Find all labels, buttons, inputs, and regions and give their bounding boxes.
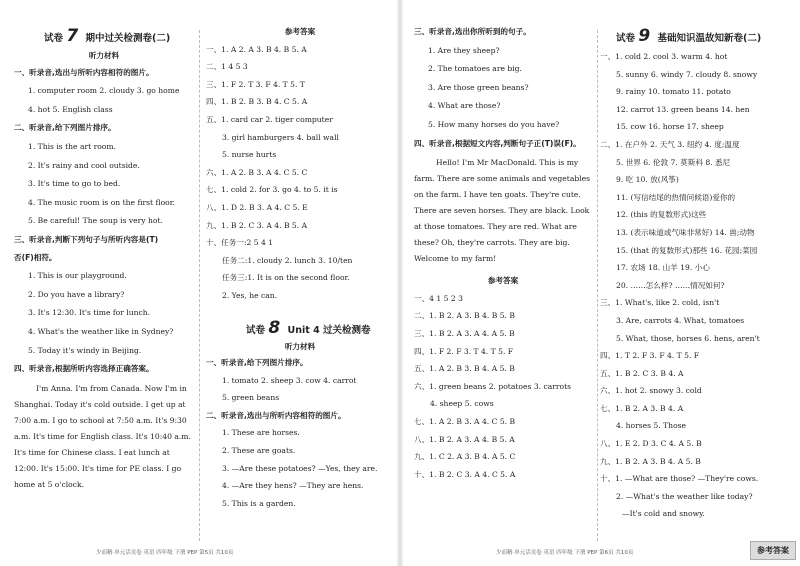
text-line: 2. Do you have a library?: [28, 289, 125, 299]
answer-line: 三、1. What's, like 2. cold, isn't: [600, 298, 720, 308]
answer-line: 三、1. F 2. T 3. F 4. T 5. T: [206, 79, 305, 89]
answer-line: 任务二:1. cloudy 2. lunch 3. 10/ten: [222, 255, 353, 265]
question-heading: 四、听录音,根据所听内容选择正确答案。: [14, 364, 154, 374]
title-prefix: 试卷: [44, 33, 64, 44]
title-text: 基础知识温故知新卷(二): [657, 33, 762, 44]
listening-passage: Hello! I'm Mr MacDonald. This is my farm. There are some animals and vegetables on the farm. I have ten goats. They're cute. There are seven horses. They are black. Look at those tomatoes. They are red. What are these? Oh, they're carrots. They are big. Welcome to my farm!: [414, 158, 591, 264]
book-spine: [397, 0, 403, 566]
text-line: 3. It's 12:30. It's time for lunch.: [28, 308, 151, 318]
answer-line: 六、1. A 2. B 3. A 4. C 5. C: [206, 167, 308, 177]
title-number: 9: [638, 26, 651, 46]
answer-line: 八、1. D 2. B 3. A 4. C 5. E: [206, 202, 308, 212]
question-heading: 三、听录音,判断下列句子与所听内容是(T): [14, 234, 159, 244]
answer-line: 二、1. 在户外 2. 天气 3. 纽约 4. 度;温度: [600, 139, 740, 149]
text-line: 2. The tomatoes are big.: [428, 64, 522, 74]
answer-line: 任务三:1. It is on the second floor.: [222, 273, 350, 283]
question-heading: 二、听录音,选出与所听内容相符的图片。: [206, 410, 346, 420]
answer-line: 11. (写信结尾的热情问候语)爱你的: [616, 192, 736, 202]
answer-line: 一、1. A 2. A 3. B 4. B 5. A: [206, 44, 307, 54]
text-line: 5. green beans: [222, 393, 280, 403]
answer-line: 3. Are, carrots 4. What, tomatoes: [616, 315, 745, 325]
text-line: 2. These are goats.: [222, 446, 296, 456]
answer-line: 4. sheep 5. cows: [430, 399, 494, 409]
answer-line: —It's cold and snowy.: [622, 509, 705, 519]
answer-line: 9. 吃 10. 放(风筝): [616, 175, 679, 185]
text-line: 4. hot 5. English class: [28, 104, 113, 114]
answer-line: 六、1. hot 2. snowy 3. cold: [600, 386, 702, 396]
text-line: 3. Are those green beans?: [428, 82, 529, 92]
text-line: 1. This is our playground.: [28, 271, 127, 281]
text-line: 1. Are they sheep?: [428, 45, 500, 55]
answer-line: 五、1. card car 2. tiger computer: [206, 114, 333, 124]
answer-line: 八、1. B 2. A 3. A 4. B 5. A: [414, 434, 515, 444]
answer-key-heading: 参考答案: [487, 276, 519, 286]
column-divider: [199, 30, 200, 541]
question-heading-cont: 否(F)相符。: [14, 252, 57, 262]
text-line: 5. Be careful! The soup is very hot.: [28, 216, 163, 226]
text-line: 4. What's the weather like in Sydney?: [28, 326, 174, 336]
question-heading: 三、听录音,选出你所听到的句子。: [414, 27, 531, 36]
answer-line: 五、1. B 2. C 3. B 4. A: [600, 368, 684, 378]
column-divider: [597, 30, 598, 541]
title-text: 期中过关检测卷(二): [85, 33, 171, 44]
answer-line: 八、1. E 2. D 3. C 4. A 5. B: [600, 439, 702, 449]
question-heading: 一、听录音,选出与所听内容相符的图片。: [14, 67, 154, 77]
question-heading: 四、听录音,根据短文内容,判断句子正(T)误(F)。: [414, 138, 581, 148]
listening-passage: I'm Anna. I'm from Canada. Now I'm in Shanghai. Today it's cold outside. I get up at 7:00 a.m. I go to school at 7:50 a.m. It's 9:30 a.m. It's time for English class. It's 10:40 a.m. It's time for Chinese class. I eat lunch at 12:00. It's 15:00. It's time for PE class. I go home at 5 o'clock.: [14, 383, 191, 489]
text-line: 3. It's time to go to bed.: [28, 179, 121, 189]
answer-key-tab: 参考答案: [750, 541, 796, 560]
page-6-right-column: [600, 28, 790, 518]
answer-line: 17. 农场 18. 山羊 19. 小心: [616, 263, 710, 273]
question-heading: 二、听录音,给下列图片排序。: [14, 123, 116, 133]
text-line: 5. This is a garden.: [222, 498, 296, 508]
title-text: Unit 4 过关检测卷: [287, 324, 371, 336]
answer-line: 九、1. B 2. A 3. B 4. A 5. B: [600, 456, 701, 466]
text-line: 5. How many horses do you have?: [428, 119, 560, 129]
text-line: 4. —Are they hens? —They are hens.: [222, 481, 364, 491]
text-line: 1. This is the art room.: [28, 141, 116, 151]
subheading: 听力材料: [88, 51, 120, 60]
section-title: [206, 317, 394, 338]
answer-line: 15. (that 的复数形式)那些 16. 花园;菜园: [616, 245, 758, 255]
text-line: 4. What are those?: [428, 101, 501, 111]
answer-line: 九、1. B 2. C 3. A 4. B 5. A: [206, 220, 308, 230]
answer-line: 3. girl hamburgers 4. ball wall: [222, 132, 339, 142]
text-line: 5. Today it's windy in Beijing.: [28, 345, 142, 355]
answer-key-heading: 参考答案: [284, 27, 316, 36]
page-footer: 少而精·单元活页卷 英语 四年级 下册 PEP 第5页 共10页: [96, 550, 234, 556]
title-number: 8: [268, 317, 281, 338]
section-title: [14, 28, 194, 45]
title-number: 7: [66, 26, 79, 46]
answer-line: 七、1. cold 2. for 3. go 4. to 5. it is: [206, 185, 338, 195]
answer-line: 2. Yes, he can.: [222, 290, 278, 300]
title-prefix: 试卷: [616, 33, 636, 44]
answer-line: 20. ……怎么样? ……情况如何?: [616, 280, 725, 290]
answer-line: 5. 世界 6. 伦敦 7. 莫斯科 8. 悉尼: [616, 157, 731, 167]
text-line: 1. computer room 2. cloudy 3. go home: [28, 86, 180, 96]
answer-line: 四、1. T 2. F 3. F 4. T 5. F: [600, 351, 700, 361]
answer-line: 4. horses 5. Those: [616, 421, 687, 431]
answer-line: 一、4 1 5 2 3: [414, 293, 463, 303]
answer-line: 三、1. B 2. A 3. A 4. A 5. B: [414, 328, 515, 338]
question-heading: 一、听录音,给下列图片排序。: [206, 358, 308, 368]
text-line: 4. The music room is on the first floor.: [28, 197, 175, 207]
answer-line: 12. (this 的复数形式)这些: [616, 210, 707, 220]
answer-line: 七、1. B 2. A 3. B 4. A: [600, 403, 684, 413]
answer-line: 二、1. B 2. A 3. B 4. B 5. B: [414, 311, 515, 321]
answer-line: 5. sunny 6. windy 7. cloudy 8. snowy: [616, 69, 758, 79]
answer-line: 四、1. F 2. F 3. T 4. T 5. F: [414, 346, 514, 356]
answer-line: 七、1. A 2. B 3. A 4. C 5. B: [414, 416, 516, 426]
answer-line: 13. (表示味道或气味非常好) 14. 兽;动物: [616, 227, 755, 237]
answer-line: 5. nurse hurts: [222, 150, 277, 160]
answer-line: 九、1. C 2. A 3. B 4. A 5. C: [414, 452, 516, 462]
page-6-left-column: [414, 28, 592, 478]
section-title: [600, 28, 790, 45]
answer-line: 十、1. B 2. C 3. A 4. C 5. A: [414, 469, 516, 479]
answer-line: 二、1 4 5 3: [206, 62, 248, 72]
text-line: 2. It's rainy and cool outside.: [28, 160, 140, 170]
subheading: 听力材料: [284, 341, 316, 351]
title-prefix: 试卷: [246, 324, 266, 336]
answer-line: 15. cow 16. horse 17. sheep: [616, 122, 724, 132]
page-footer: 少而精·单元活页卷 英语 四年级 下册 PEP 第6页 共10页: [496, 550, 634, 556]
answer-line: 一、1. cold 2. cool 3. warm 4. hot: [600, 52, 728, 61]
page-5-left-column: [14, 28, 194, 493]
answer-line: 十、任务一:2 5 4 1: [206, 238, 274, 248]
answer-line: 9. rainy 10. tomato 11. potato: [616, 87, 731, 97]
text-line: 1. These are horses.: [222, 428, 300, 438]
text-line: 1. tomato 2. sheep 3. cow 4. carrot: [222, 375, 357, 385]
answer-line: 五、1. A 2. B 3. B 4. A 5. B: [414, 364, 515, 374]
text-line: 3. —Are these potatoes? —Yes, they are.: [222, 463, 378, 473]
answer-line: 四、1. B 2. B 3. B 4. C 5. A: [206, 97, 308, 107]
answer-line: 六、1. green beans 2. potatoes 3. carrots: [414, 381, 572, 391]
answer-line: 2. —What's the weather like today?: [616, 491, 753, 501]
page-5-right-column: [206, 28, 394, 507]
answer-line: 十、1. —What are those? —They're cows.: [600, 474, 759, 484]
answer-line: 5. What, those, horses 6. hens, aren't: [616, 333, 760, 343]
answer-line: 12. carrot 13. green beans 14. hen: [616, 104, 750, 114]
